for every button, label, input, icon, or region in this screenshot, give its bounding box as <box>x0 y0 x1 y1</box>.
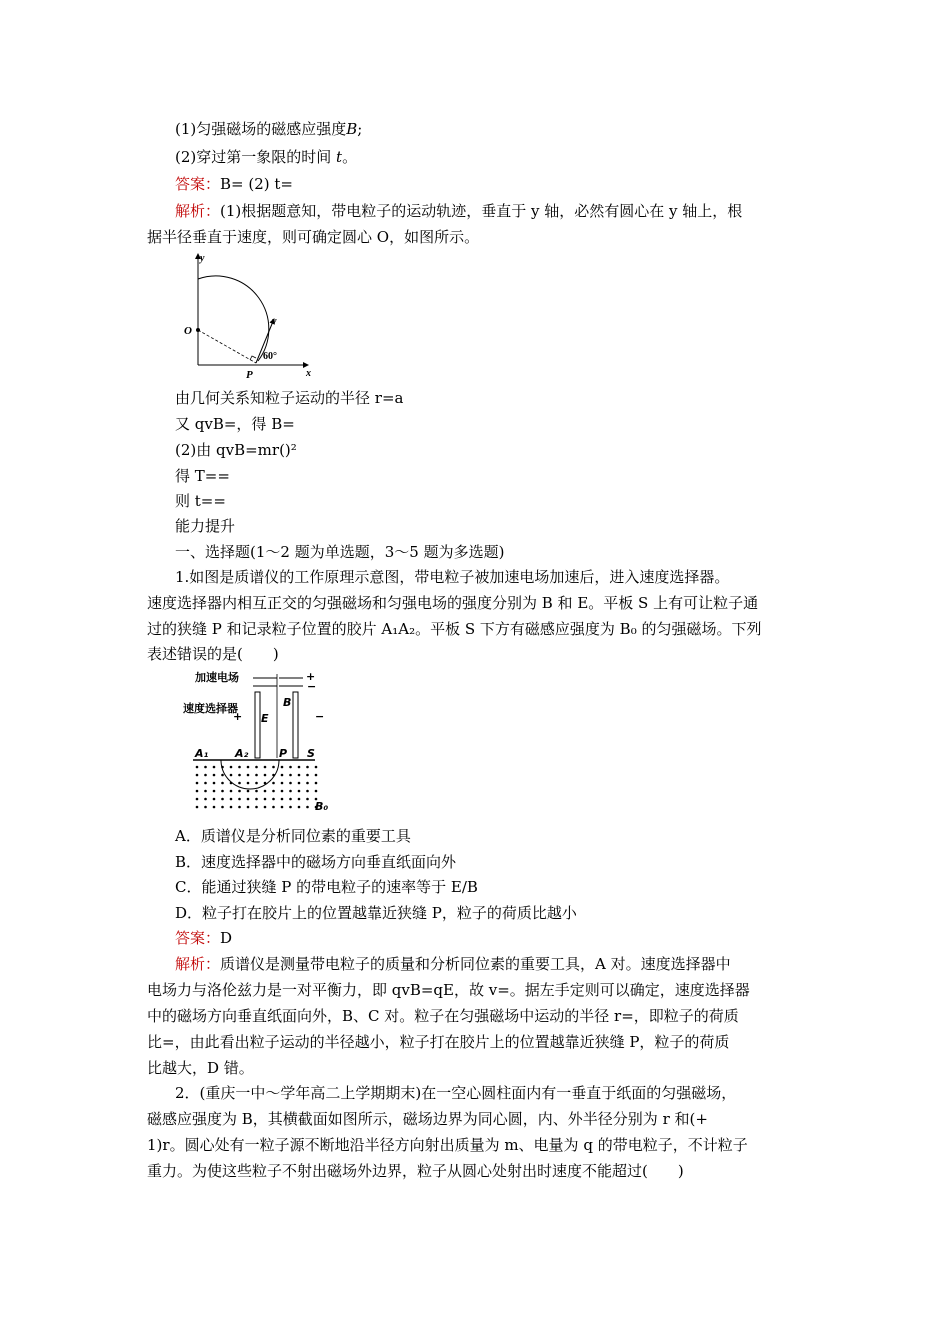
field-dot <box>281 782 284 785</box>
b0-label: B₀ <box>315 800 329 813</box>
trajectory-svg <box>170 250 320 382</box>
field-dot <box>272 806 275 809</box>
field-dot <box>238 782 241 785</box>
field-dot <box>255 774 258 777</box>
field-dot <box>213 790 216 793</box>
field-dot <box>221 790 224 793</box>
center-point <box>196 328 200 332</box>
var: t <box>336 148 343 166</box>
field-dot <box>230 782 233 785</box>
field-dot <box>238 790 241 793</box>
q1-line-4: 表述错误的是( ) <box>147 645 279 663</box>
analysis-line-1 <box>175 201 742 221</box>
field-dot <box>204 806 207 809</box>
question-part-1 <box>175 119 362 139</box>
minus-sign-selector: − <box>315 710 325 723</box>
field-dot <box>221 774 224 777</box>
field-dot <box>238 774 241 777</box>
field-dot <box>238 798 241 801</box>
minus-sign-top: − <box>307 680 317 693</box>
plus-sign-top: + <box>306 670 316 683</box>
field-dot <box>255 806 258 809</box>
text: (1)根据题意知，带电粒子的运动轨迹，垂直于 y 轴，必然有圆心在 y 轴上，根 <box>220 202 743 220</box>
p-label: P <box>246 369 253 381</box>
text: (1)匀强磁场的磁感应强度 <box>175 120 347 138</box>
radius-dashed <box>198 330 256 363</box>
field-dot <box>264 766 267 769</box>
field-dot <box>204 798 207 801</box>
answer-line <box>175 174 293 194</box>
field-dot <box>196 774 199 777</box>
particle-path <box>221 760 279 789</box>
field-dot <box>306 774 309 777</box>
field-dot <box>315 766 318 769</box>
e-field-label: E <box>261 712 269 725</box>
field-dot <box>196 790 199 793</box>
field-dot <box>264 798 267 801</box>
b-field-label: B <box>283 696 292 709</box>
field-dot <box>272 774 275 777</box>
analysis-1-line-5: 比越大，D 错。 <box>147 1059 254 1077</box>
solution-line-4: 得 T== <box>175 467 230 485</box>
analysis-label: 解析： <box>175 955 221 973</box>
field-dot <box>196 782 199 785</box>
var: B <box>346 120 358 138</box>
analysis-1-line-1 <box>175 954 731 974</box>
q2-line-3: 1)r。圆心处有一粒子源不断地沿半径方向射出质量为 m、电量为 q 的带电粒子，不计粒子 <box>147 1136 748 1154</box>
field-dot <box>247 766 250 769</box>
field-dot <box>264 790 267 793</box>
field-dot <box>281 806 284 809</box>
field-dot <box>204 782 207 785</box>
right-angle-mark <box>250 356 256 360</box>
field-dot <box>289 806 292 809</box>
field-dot <box>230 766 233 769</box>
answer-label: 答案： <box>175 929 221 947</box>
field-dot <box>221 766 224 769</box>
section-title: 能力提升 <box>175 517 236 535</box>
a1-label: A₁ <box>195 747 209 760</box>
field-dot <box>298 782 301 785</box>
field-dot <box>298 806 301 809</box>
field-dot <box>213 798 216 801</box>
q1-line-2: 速度选择器内相互正交的匀强磁场和匀强电场的强度分别为 B 和 E。平板 S 上有可让粒子通 <box>147 594 759 612</box>
mass-spectrometer-figure <box>175 668 345 818</box>
plus-sign-selector: + <box>233 710 243 723</box>
field-dot <box>315 782 318 785</box>
option-d: D．粒子打在胶片上的位置越靠近狭缝 P，粒子的荷质比越小 <box>175 904 577 922</box>
field-dot <box>255 790 258 793</box>
field-dot <box>289 790 292 793</box>
field-dot <box>264 774 267 777</box>
answer-label: 答案： <box>175 175 221 193</box>
field-dot <box>264 782 267 785</box>
field-dot <box>238 806 241 809</box>
field-dot <box>204 774 207 777</box>
field-dot <box>230 790 233 793</box>
field-dot <box>289 774 292 777</box>
angle-label: 60° <box>263 351 277 362</box>
field-dot <box>247 798 250 801</box>
field-dot <box>213 774 216 777</box>
field-dot <box>238 766 241 769</box>
field-dot <box>264 806 267 809</box>
velocity-selector-label: 速度选择器 <box>183 702 238 715</box>
analysis-1-line-4: 比=，由此看出粒子运动的半径越小，粒子打在胶片上的位置越靠近狭缝 P，粒子的荷质 <box>147 1033 730 1051</box>
field-dot <box>306 766 309 769</box>
field-dot <box>272 782 275 785</box>
solution-line-3: (2)由 qvB=mr()² <box>175 441 297 459</box>
field-dot <box>230 798 233 801</box>
field-dot <box>247 806 250 809</box>
accel-field-label: 加速电场 <box>195 671 239 684</box>
selector-plate-left <box>255 692 260 758</box>
field-dot <box>298 766 301 769</box>
text: 。 <box>342 148 358 166</box>
text: ; <box>357 120 363 138</box>
analysis-label: 解析： <box>175 202 221 220</box>
analysis-1-line-3: 中的磁场方向垂直纸面向外，B、C 对。粒子在匀强磁场中运动的半径 r=，即粒子的荷质 <box>147 1007 739 1025</box>
option-b: B．速度选择器中的磁场方向垂直纸面向外 <box>175 853 457 871</box>
field-dot <box>196 798 199 801</box>
field-dot <box>306 782 309 785</box>
field-dot <box>213 806 216 809</box>
analysis-line-2: 据半径垂直于速度，则可确定圆心 O，如图所示。 <box>147 228 480 246</box>
field-dot <box>213 766 216 769</box>
option-c: C．能通过狭缝 P 的带电粒子的速率等于 E/B <box>175 878 478 896</box>
field-dot <box>196 806 199 809</box>
mass-spectrometer-svg <box>175 668 345 814</box>
x-axis-label: x <box>306 368 311 379</box>
o-label: O <box>184 325 192 337</box>
field-dot <box>221 806 224 809</box>
s-plate-label: S <box>307 747 315 760</box>
field-dot <box>281 798 284 801</box>
field-dot <box>247 790 250 793</box>
q2-line-1: 2．(重庆一中～学年高二上学期期末)在一空心圆柱面内有一垂直于纸面的匀强磁场， <box>175 1084 737 1102</box>
field-dot <box>315 774 318 777</box>
field-dot <box>306 790 309 793</box>
field-dot <box>230 774 233 777</box>
field-dot <box>255 798 258 801</box>
field-dot <box>230 806 233 809</box>
field-dot <box>204 766 207 769</box>
field-dot <box>306 798 309 801</box>
field-dot <box>221 798 224 801</box>
field-dot <box>315 790 318 793</box>
answer-body: D <box>220 929 233 947</box>
field-dot <box>247 774 250 777</box>
y-axis-label: y <box>200 253 205 264</box>
field-dot <box>281 774 284 777</box>
q2-line-4: 重力。为使这些粒子不射出磁场外边界，粒子从圆心处射出时速度不能超过( ) <box>147 1162 684 1180</box>
answer-body: B= (2) t= <box>220 175 293 193</box>
text: 质谱仪是测量带电粒子的质量和分析同位素的重要工具，A 对。速度选择器中 <box>220 955 731 973</box>
trajectory-figure <box>170 250 320 386</box>
field-dot <box>306 806 309 809</box>
q1-line-1: 1.如图是质谱仪的工作原理示意图，带电粒子被加速电场加速后，进入速度选择器。 <box>175 568 730 586</box>
solution-line-5: 则 t== <box>175 492 226 510</box>
field-dot <box>196 766 199 769</box>
solution-line-2: 又 qvB=，得 B= <box>175 415 295 433</box>
field-dot <box>213 782 216 785</box>
field-dot <box>298 798 301 801</box>
selector-plate-right <box>293 692 298 758</box>
field-dot <box>298 790 301 793</box>
solution-line-1: 由几何关系知粒子运动的半径 r=a <box>175 389 404 407</box>
v-label: v <box>272 316 277 327</box>
field-dot <box>281 790 284 793</box>
field-dot <box>255 782 258 785</box>
field-dot <box>272 766 275 769</box>
p-slit-label: P <box>279 747 288 760</box>
field-dot <box>289 782 292 785</box>
field-dot <box>289 798 292 801</box>
field-dot <box>289 766 292 769</box>
trajectory-arc <box>198 276 269 361</box>
text: (2)穿过第一象限的时间 <box>175 148 332 166</box>
question-part-2 <box>175 147 357 167</box>
q1-line-3: 过的狭缝 P 和记录粒子位置的胶片 A₁A₂。平板 S 下方有磁感应强度为 B₀ 的匀强磁场。下列 <box>147 620 762 638</box>
section-subtitle: 一、选择题(1～2 题为单选题，3～5 题为多选题) <box>175 543 505 561</box>
field-dot <box>204 790 207 793</box>
analysis-1-line-2: 电场力与洛伦兹力是一对平衡力，即 qvB=qE，故 v=。据左手定则可以确定，速度选择器 <box>147 981 750 999</box>
option-a: A．质谱仪是分析同位素的重要工具 <box>175 827 411 845</box>
field-dot <box>272 790 275 793</box>
field-dot <box>221 782 224 785</box>
answer-1-line <box>175 928 232 948</box>
a2-label: A₂ <box>235 747 249 760</box>
field-dot <box>247 782 250 785</box>
field-dot <box>281 766 284 769</box>
q2-line-2: 磁感应强度为 B，其横截面如图所示，磁场边界为同心圆，内、外半径分别为 r 和(+ <box>147 1110 708 1128</box>
field-dot <box>298 774 301 777</box>
field-dot <box>272 798 275 801</box>
magnetic-field-dots <box>196 766 318 809</box>
field-dot <box>255 766 258 769</box>
